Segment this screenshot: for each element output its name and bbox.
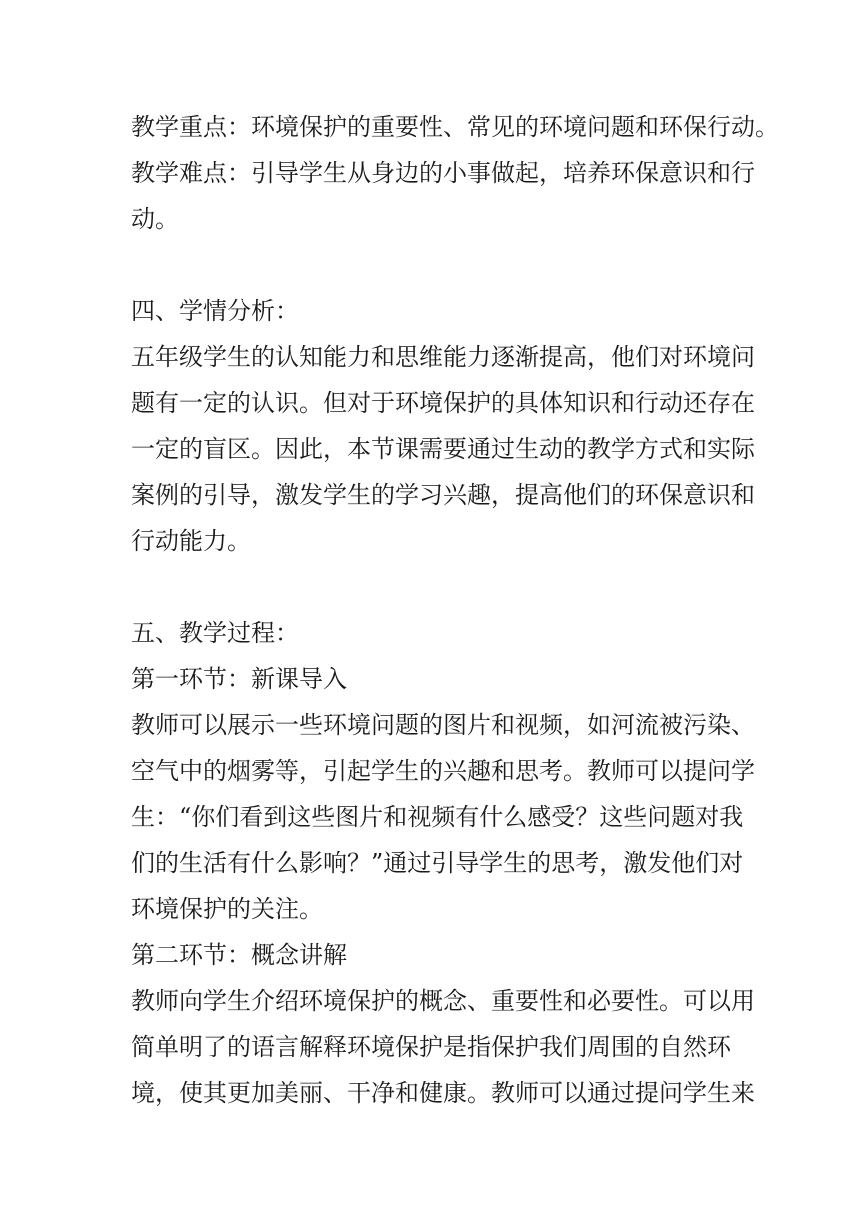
section-heading-teaching-process: 五、教学过程：: [131, 619, 299, 647]
text-line: 生：“你们看到这些图片和视频有什么感受？这些问题对我: [131, 803, 744, 831]
text-line: 案例的引导，激发学生的学习兴趣，提高他们的环保意识和: [131, 481, 755, 509]
section-heading-learner-analysis: 四、学情分析：: [131, 297, 299, 325]
text-line: 们的生活有什么影响？”通过引导学生的思考，激发他们对: [131, 849, 744, 877]
text-line: 题有一定的认识。但对于环境保护的具体知识和行动还存在: [131, 389, 755, 417]
paragraph-gap: [131, 242, 741, 288]
text-line: 行动能力。: [131, 527, 251, 555]
document-body: [131, 104, 779, 1116]
text-line: 教师可以展示一些环境问题的图片和视频，如河流被污染、: [131, 711, 755, 739]
text-line: 环境保护的关注。: [131, 895, 323, 923]
text-line-difficulties: 教学难点：引导学生从身边的小事做起，培养环保意识和行: [131, 159, 755, 187]
text-line-key-points: 教学重点：环境保护的重要性、常见的环境问题和环保行动。: [131, 113, 779, 141]
text-line: 一定的盲区。因此，本节课需要通过生动的教学方式和实际: [131, 435, 755, 463]
subheading-step-two: 第二环节：概念讲解: [131, 941, 347, 969]
text-line: 空气中的烟雾等，引起学生的兴趣和思考。教师可以提问学: [131, 757, 755, 785]
text-line: 教师向学生介绍环境保护的概念、重要性和必要性。可以用: [131, 987, 755, 1015]
text-line: 境，使其更加美丽、干净和健康。教师可以通过提问学生来: [131, 1079, 755, 1107]
text-line: 五年级学生的认知能力和思维能力逐渐提高，他们对环境问: [131, 343, 755, 371]
subheading-step-one: 第一环节：新课导入: [131, 665, 347, 693]
text-line: 简单明了的语言解释环境保护是指保护我们周围的自然环: [131, 1033, 731, 1061]
text-line-difficulties-cont: 动。: [131, 205, 179, 233]
paragraph-gap: [131, 564, 741, 610]
